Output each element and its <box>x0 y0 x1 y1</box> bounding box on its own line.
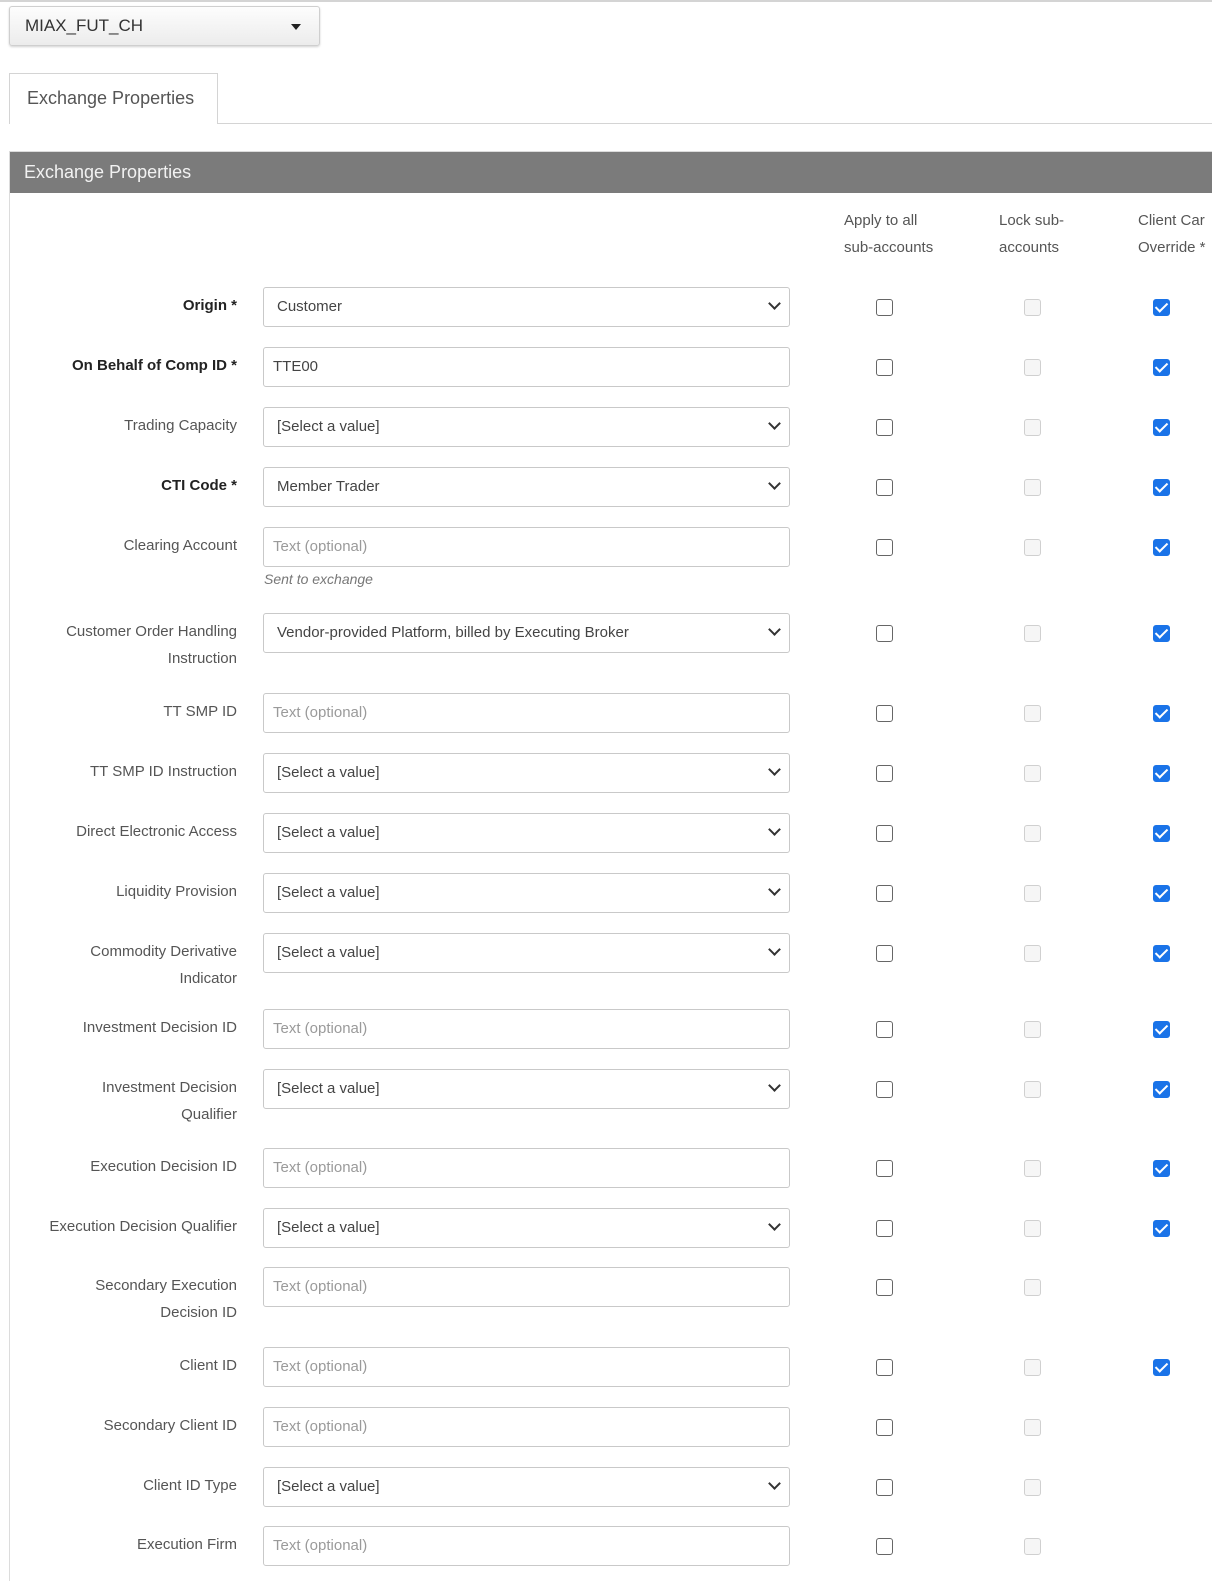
origin-value: Customer <box>277 298 343 315</box>
direct-electronic-access-select[interactable] <box>263 813 790 853</box>
customer-order-handling-instruction-select[interactable] <box>263 613 790 653</box>
execution-decision-qualifier-select[interactable] <box>263 1208 790 1248</box>
client-id-type-value: [Select a value] <box>277 1478 380 1495</box>
chevron-down-icon <box>768 297 781 310</box>
origin-select[interactable] <box>263 287 790 327</box>
clearing-account-hint: Sent to exchange <box>264 571 373 587</box>
investment-decision-qualifier-select[interactable] <box>263 1069 790 1109</box>
cti-code-value: Member Trader <box>277 478 380 495</box>
client-id-apply-all-checkbox[interactable] <box>876 1359 893 1376</box>
execution-decision-qualifier-lock-checkbox <box>1024 1220 1041 1237</box>
chevron-down-icon <box>768 623 781 636</box>
clearing-account-input[interactable] <box>263 527 790 567</box>
liquidity-provision-select[interactable] <box>263 873 790 913</box>
execution-decision-qualifier-client-override-checkbox[interactable] <box>1153 1220 1170 1237</box>
on-behalf-of-comp-id-apply-all-checkbox[interactable] <box>876 359 893 376</box>
chevron-down-icon <box>768 477 781 490</box>
client-id-lock-checkbox <box>1024 1359 1041 1376</box>
commodity-derivative-indicator-lock-checkbox <box>1024 945 1041 962</box>
liquidity-provision-client-override-checkbox[interactable] <box>1153 885 1170 902</box>
tt-smp-id-instruction-client-override-checkbox[interactable] <box>1153 765 1170 782</box>
secondary-execution-decision-id-lock-checkbox <box>1024 1279 1041 1296</box>
chevron-down-icon <box>768 943 781 956</box>
chevron-down-icon <box>768 1477 781 1490</box>
cti-code-client-override-checkbox[interactable] <box>1153 479 1170 496</box>
execution-firm-apply-all-checkbox[interactable] <box>876 1538 893 1555</box>
field-label-direct-electronic-access: Direct Electronic Access <box>76 823 237 840</box>
field-label-execution-decision-id: Execution Decision ID <box>90 1158 237 1175</box>
execution-firm-lock-checkbox <box>1024 1538 1041 1555</box>
clearing-account-client-override-checkbox[interactable] <box>1153 539 1170 556</box>
origin-client-override-checkbox[interactable] <box>1153 299 1170 316</box>
field-label-client-id: Client ID <box>179 1357 237 1374</box>
investment-decision-id-lock-checkbox <box>1024 1021 1041 1038</box>
field-label-liquidity-provision: Liquidity Provision <box>116 883 237 900</box>
tt-smp-id-input[interactable] <box>263 693 790 733</box>
field-label-tt-smp-id: TT SMP ID <box>163 703 237 720</box>
secondary-client-id-lock-checkbox <box>1024 1419 1041 1436</box>
liquidity-provision-value: [Select a value] <box>277 884 380 901</box>
tt-smp-id-lock-checkbox <box>1024 705 1041 722</box>
investment-decision-id-placeholder: Text (optional) <box>273 1020 368 1037</box>
trading-capacity-client-override-checkbox[interactable] <box>1153 419 1170 436</box>
tt-smp-id-placeholder: Text (optional) <box>273 704 368 721</box>
on-behalf-of-comp-id-lock-checkbox <box>1024 359 1041 376</box>
direct-electronic-access-value: [Select a value] <box>277 824 380 841</box>
investment-decision-qualifier-value: [Select a value] <box>277 1080 380 1097</box>
direct-electronic-access-lock-checkbox <box>1024 825 1041 842</box>
execution-decision-id-client-override-checkbox[interactable] <box>1153 1160 1170 1177</box>
field-label-investment-decision-id: Investment Decision ID <box>82 1019 237 1036</box>
column-header-apply-to-all: Apply to all sub-accounts <box>844 212 934 256</box>
investment-decision-id-input[interactable] <box>263 1009 790 1049</box>
field-label-clearing-account: Clearing Account <box>123 537 237 554</box>
tab-exchange-properties[interactable]: Exchange Properties <box>9 73 218 124</box>
customer-order-handling-instruction-client-override-checkbox[interactable] <box>1153 625 1170 642</box>
investment-decision-qualifier-lock-checkbox <box>1024 1081 1041 1098</box>
field-label-investment-decision-qualifier: Investment Decision Qualifier <box>101 1079 237 1123</box>
origin-lock-checkbox <box>1024 299 1041 316</box>
chevron-down-icon <box>768 417 781 430</box>
tt-smp-id-instruction-value: [Select a value] <box>277 764 380 781</box>
client-id-input[interactable] <box>263 1347 790 1387</box>
customer-order-handling-instruction-value: Vendor-provided Platform, billed by Executing Broker <box>277 624 629 641</box>
client-id-type-apply-all-checkbox[interactable] <box>876 1479 893 1496</box>
chevron-down-icon <box>768 1079 781 1092</box>
on-behalf-of-comp-id-client-override-checkbox[interactable] <box>1153 359 1170 376</box>
execution-firm-input[interactable] <box>263 1526 790 1566</box>
trading-capacity-lock-checkbox <box>1024 419 1041 436</box>
execution-decision-id-placeholder: Text (optional) <box>273 1159 368 1176</box>
commodity-derivative-indicator-value: [Select a value] <box>277 944 380 961</box>
secondary-execution-decision-id-input[interactable] <box>263 1267 790 1307</box>
exchange-select-value: MIAX_FUT_CH <box>25 16 144 35</box>
field-label-origin: Origin * <box>182 297 237 314</box>
direct-electronic-access-apply-all-checkbox[interactable] <box>876 825 893 842</box>
caret-down-icon <box>291 24 301 30</box>
commodity-derivative-indicator-apply-all-checkbox[interactable] <box>876 945 893 962</box>
direct-electronic-access-client-override-checkbox[interactable] <box>1153 825 1170 842</box>
investment-decision-qualifier-client-override-checkbox[interactable] <box>1153 1081 1170 1098</box>
execution-decision-id-lock-checkbox <box>1024 1160 1041 1177</box>
cti-code-apply-all-checkbox[interactable] <box>876 479 893 496</box>
column-header-lock-sub-accounts: Lock sub- accounts <box>999 212 1065 256</box>
commodity-derivative-indicator-client-override-checkbox[interactable] <box>1153 945 1170 962</box>
secondary-client-id-placeholder: Text (optional) <box>273 1418 368 1435</box>
cti-code-select[interactable] <box>263 467 790 507</box>
field-label-secondary-execution-decision-id: Secondary Execution Decision ID <box>95 1277 237 1321</box>
secondary-client-id-input[interactable] <box>263 1407 790 1447</box>
field-label-commodity-derivative-indicator: Commodity Derivative Indicator <box>90 943 237 987</box>
secondary-execution-decision-id-apply-all-checkbox[interactable] <box>876 1279 893 1296</box>
tt-smp-id-instruction-lock-checkbox <box>1024 765 1041 782</box>
clearing-account-apply-all-checkbox[interactable] <box>876 539 893 556</box>
secondary-execution-decision-id-placeholder: Text (optional) <box>273 1278 368 1295</box>
cti-code-lock-checkbox <box>1024 479 1041 496</box>
chevron-down-icon <box>768 823 781 836</box>
execution-decision-qualifier-value: [Select a value] <box>277 1219 380 1236</box>
exchange-select[interactable] <box>9 6 320 46</box>
field-label-client-id-type: Client ID Type <box>143 1477 237 1494</box>
field-label-on-behalf-of-comp-id: On Behalf of Comp ID * <box>72 357 237 374</box>
chevron-down-icon <box>768 763 781 776</box>
execution-decision-qualifier-apply-all-checkbox[interactable] <box>876 1220 893 1237</box>
chevron-down-icon <box>768 1218 781 1231</box>
field-label-execution-firm: Execution Firm <box>136 1536 237 1553</box>
trading-capacity-apply-all-checkbox[interactable] <box>876 419 893 436</box>
execution-decision-id-input[interactable] <box>263 1148 790 1188</box>
secondary-client-id-apply-all-checkbox[interactable] <box>876 1419 893 1436</box>
client-id-client-override-checkbox[interactable] <box>1153 1359 1170 1376</box>
on-behalf-of-comp-id-value: TTE00 <box>273 358 319 375</box>
field-label-execution-decision-qualifier: Execution Decision Qualifier <box>49 1218 237 1235</box>
liquidity-provision-apply-all-checkbox[interactable] <box>876 885 893 902</box>
customer-order-handling-instruction-apply-all-checkbox[interactable] <box>876 625 893 642</box>
clearing-account-lock-checkbox <box>1024 539 1041 556</box>
chevron-down-icon <box>768 883 781 896</box>
panel-title: Exchange Properties <box>10 152 1212 193</box>
commodity-derivative-indicator-select[interactable] <box>263 933 790 973</box>
investment-decision-id-apply-all-checkbox[interactable] <box>876 1021 893 1038</box>
execution-decision-id-apply-all-checkbox[interactable] <box>876 1160 893 1177</box>
customer-order-handling-instruction-lock-checkbox <box>1024 625 1041 642</box>
tt-smp-id-instruction-select[interactable] <box>263 753 790 793</box>
origin-apply-all-checkbox[interactable] <box>876 299 893 316</box>
field-label-customer-order-handling-instruction: Customer Order Handling Instruction <box>66 623 237 667</box>
field-label-tt-smp-id-instruction: TT SMP ID Instruction <box>90 763 237 780</box>
tt-smp-id-instruction-apply-all-checkbox[interactable] <box>876 765 893 782</box>
field-label-secondary-client-id: Secondary Client ID <box>103 1417 237 1434</box>
on-behalf-of-comp-id-input[interactable] <box>263 347 790 387</box>
field-label-trading-capacity: Trading Capacity <box>124 417 237 434</box>
client-id-placeholder: Text (optional) <box>273 1358 368 1375</box>
investment-decision-qualifier-apply-all-checkbox[interactable] <box>876 1081 893 1098</box>
execution-firm-placeholder: Text (optional) <box>273 1537 368 1554</box>
top-border <box>0 0 1212 2</box>
liquidity-provision-lock-checkbox <box>1024 885 1041 902</box>
investment-decision-id-client-override-checkbox[interactable] <box>1153 1021 1170 1038</box>
trading-capacity-value: [Select a value] <box>277 418 380 435</box>
client-id-type-lock-checkbox <box>1024 1479 1041 1496</box>
tt-smp-id-apply-all-checkbox[interactable] <box>876 705 893 722</box>
field-label-cti-code: CTI Code * <box>161 477 237 494</box>
tt-smp-id-client-override-checkbox[interactable] <box>1153 705 1170 722</box>
client-id-type-select[interactable] <box>263 1467 790 1507</box>
clearing-account-placeholder: Text (optional) <box>273 538 368 555</box>
trading-capacity-select[interactable] <box>263 407 790 447</box>
column-header-client-override: Client Car Override * <box>1138 212 1206 256</box>
